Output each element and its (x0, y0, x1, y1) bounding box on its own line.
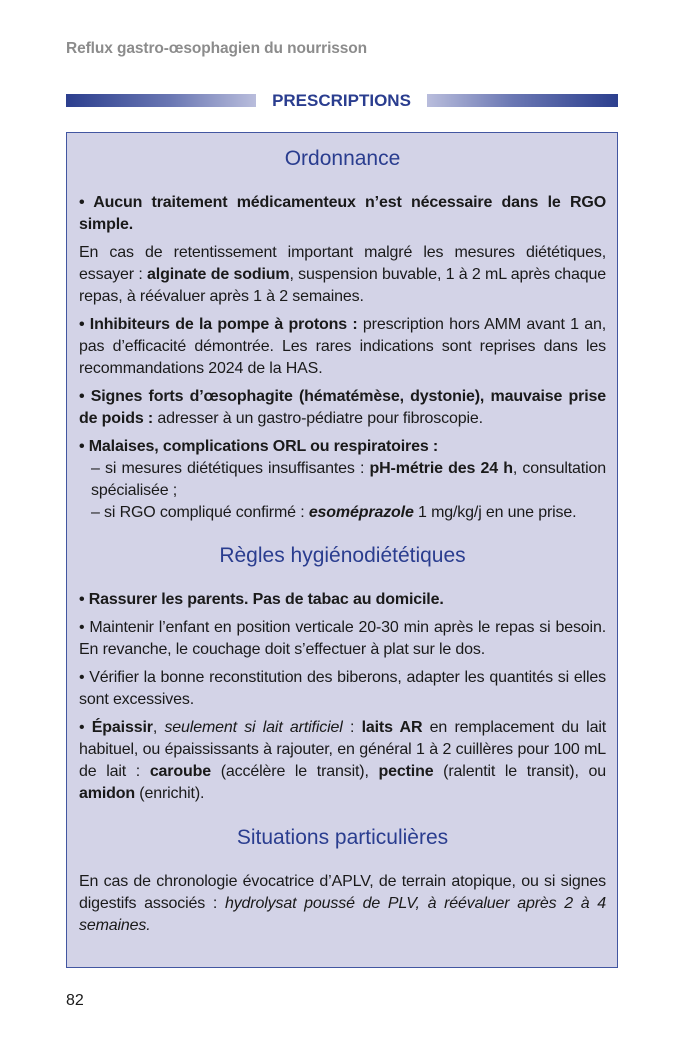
ordonnance-item-oesophagite (79, 386, 606, 430)
malaises-sub-phmetrie (79, 458, 606, 502)
esomeprazole-dosage: 1 mg/kg/j en une prise. (413, 504, 577, 521)
phmetrie-after: , consultation spécialisée ; (91, 460, 606, 499)
prescriptions-box (66, 132, 618, 968)
position-text: • Maintenir l’enfant en position verticale 20-30 min après le repas si besoin. En revanche, le couchage doit s’effectuer à plat sur le dos. (79, 619, 606, 658)
ordonnance-item-ipp (79, 314, 606, 380)
no-treatment-text: • Aucun traitement médicamenteux n’est nécessaire dans le RGO simple. (79, 194, 606, 233)
section-banner-title: PRESCRIPTIONS (272, 91, 411, 110)
page-number: 82 (66, 992, 84, 1009)
malaises-sub-esomeprazole (79, 502, 606, 524)
banner-bar-right (427, 94, 618, 107)
banner-bar-left (66, 94, 256, 107)
text: : (342, 719, 362, 736)
aplv-text: En cas de chronologie évocatrice d’APLV, de terrain atopique, ou si signes digestifs associés : (79, 873, 606, 912)
phmetrie-exam: pH-métrie des 24 h (369, 460, 513, 477)
oesophagite-text: adresser à un gastro-pédiatre pour fibroscopie. (153, 410, 483, 427)
alginate-dosage: , suspension buvable, 1 à 2 mL après chaque repas, à réévaluer après 1 à 2 semaines. (79, 266, 607, 305)
regles-item-biberons (79, 667, 606, 711)
heading-situations: Situations particulières (236, 826, 449, 849)
alginate-drug: alginate de sodium (147, 266, 290, 283)
section-banner (66, 90, 618, 112)
situations-item-aplv (79, 871, 606, 937)
esomeprazole-intro: – si RGO compliqué confirmé : (91, 504, 309, 521)
malaises-label: • Malaises, complications ORL ou respiratoires : (79, 438, 439, 455)
running-head-title: Reflux gastro-œsophagien du nourrisson (66, 40, 368, 57)
caroube: caroube (149, 763, 212, 780)
phmetrie-intro: – si mesures diététiques insuffisantes : (91, 460, 370, 477)
text: (ralentit le transit), ou (433, 763, 606, 780)
oesophagite-label: • Signes forts d’œsophagite (hématémèse, dystonie), mauvaise prise de poids : (79, 388, 606, 427)
rassurer-text: • Rassurer les parents. Pas de tabac au domicile. (79, 591, 444, 608)
heading-ordonnance: Ordonnance (284, 147, 401, 170)
epaissir-condition: seulement si lait artificiel (164, 719, 343, 736)
amidon: amidon (79, 785, 135, 802)
regles-item-position (79, 617, 606, 661)
pectine: pectine (378, 763, 434, 780)
biberons-text: • Vérifier la bonne reconstitution des biberons, adapter les quantités si elles sont excessives. (79, 669, 606, 708)
ipp-text: prescription hors AMM avant 1 an, pas d’efficacité démontrée. Les rares indications sont reprises dans les recommandations 2024 de la HAS. (79, 316, 606, 377)
esomeprazole-drug: esoméprazole (308, 504, 414, 521)
text: (enrichit). (135, 785, 205, 802)
epaissir-label: Épaissir (91, 719, 153, 736)
regles-item-rassurer (79, 589, 606, 611)
ipp-label: • Inhibiteurs de la pompe à protons : (79, 316, 358, 333)
aplv-recommendation: hydrolysat poussé de PLV, à réévaluer après 2 à 4 semaines. (79, 895, 606, 934)
ordonnance-item-alginate (79, 242, 606, 308)
ordonnance-item-malaises (79, 436, 606, 524)
laits-ar: laits AR (361, 719, 423, 736)
text: (accélère le transit), (211, 763, 379, 780)
regles-item-epaissir (79, 717, 606, 805)
text: en remplacement du lait habituel, ou épaississants à rajouter, en général 1 à 2 cuillères pour 100 mL de lait : (79, 719, 607, 780)
bullet: • (79, 719, 92, 736)
ordonnance-item-no-treatment (79, 192, 606, 236)
alginate-intro: En cas de retentissement important malgré les mesures diététiques, essayer : (79, 244, 606, 283)
text: , (152, 719, 165, 736)
heading-regles: Règles hygiénodiététiques (219, 544, 466, 567)
